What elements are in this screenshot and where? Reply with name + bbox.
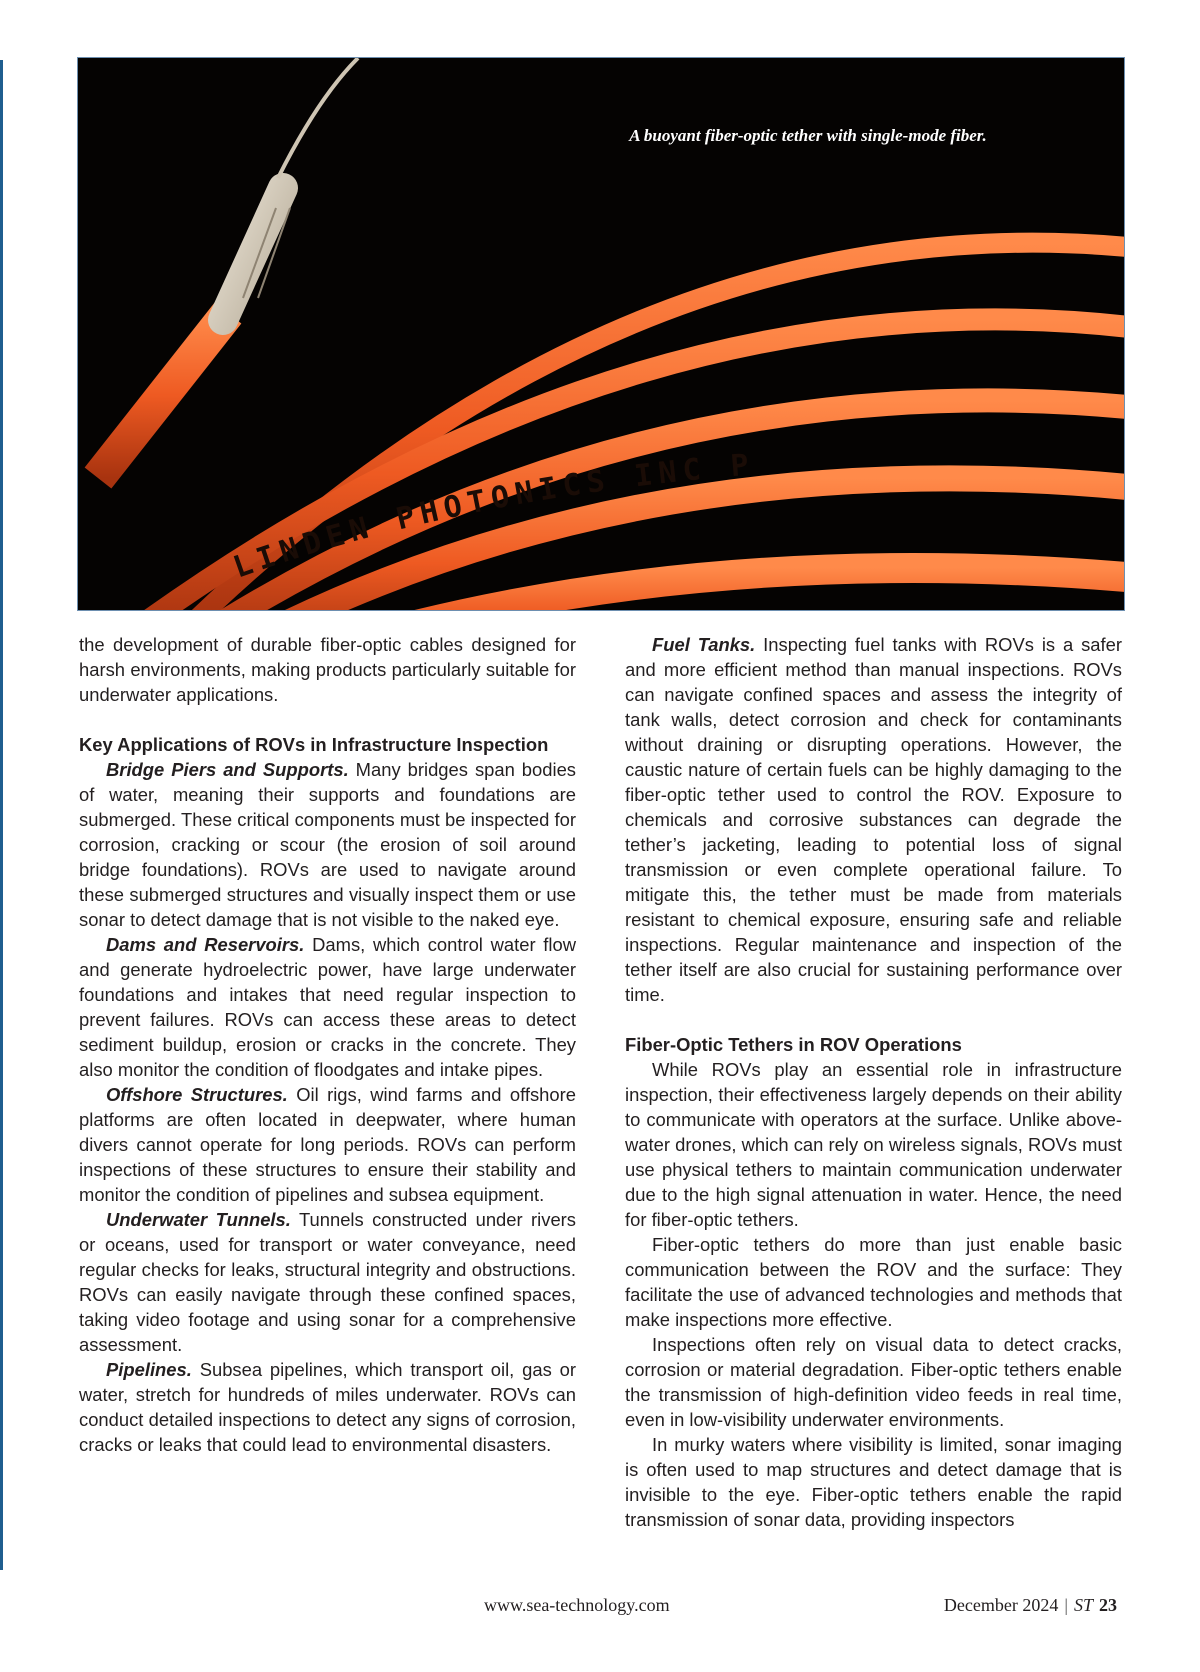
paragraph-bridge-piers bbox=[79, 757, 576, 932]
footer-separator: | bbox=[1064, 1595, 1068, 1615]
paragraph: While ROVs play an essential role in infrastructure inspection, their effectiveness largely depends on their ability to communicate with operators at the surface. Unlike above-water drones, which can rely on wireless signals, ROVs must use physical tethers to maintain communication underwater due to the high signal attenuation in water. Hence, the need for fiber-optic tethers. bbox=[625, 1059, 1122, 1230]
lead-in: Offshore Structures. bbox=[106, 1084, 288, 1105]
paragraph-fuel-tanks bbox=[625, 632, 1122, 1007]
paragraph-pipelines bbox=[79, 1357, 576, 1457]
footer-magazine: ST bbox=[1073, 1595, 1093, 1615]
continuation-paragraph: the development of durable fiber-optic cables designed for harsh environments, making products particularly suitable for underwater applications. bbox=[79, 634, 576, 705]
lead-in: Bridge Piers and Supports. bbox=[106, 759, 349, 780]
paragraph-dams bbox=[79, 932, 576, 1082]
paragraph: Fiber-optic tethers do more than just enable basic communication between the ROV and the surface: They facilitate the use of advanced technologies and methods that make inspections more effective. bbox=[625, 1234, 1122, 1330]
footer-date: December 2024 bbox=[943, 1595, 1059, 1615]
body-text: Many bridges span bodies of water, meaning their supports and foundations are submerged. These critical components must be inspected for corrosion, cracking or scour (the erosion of soil around bridge foundations). ROVs are used to navigate around these submerged structures and visually inspect them or use sonar to detect damage that is not visible to the naked eye. bbox=[79, 759, 576, 930]
section-heading-tethers: Fiber-Optic Tethers in ROV Operations bbox=[625, 1034, 962, 1055]
left-column bbox=[79, 632, 576, 1457]
paragraph-tunnels bbox=[79, 1207, 576, 1357]
paragraph-offshore bbox=[79, 1082, 576, 1207]
body-text: Dams, which control water flow and generate hydroelectric power, have large underwater foundations and intakes that need regular inspection to prevent failures. ROVs can access these areas to detect sediment buildup, erosion or cracks in the concrete. They also monitor the condition of floodgates and intake pipes. bbox=[79, 934, 576, 1080]
section-heading-applications: Key Applications of ROVs in Infrastructure Inspection bbox=[79, 734, 549, 755]
body-text: Subsea pipelines, which transport oil, gas or water, stretch for hundreds of miles underwater. ROVs can conduct detailed inspections to detect any signs of corrosion, cracks or leaks that could lead to environmental disasters. bbox=[79, 1359, 576, 1455]
paragraph: Inspections often rely on visual data to detect cracks, corrosion or material degradation. Fiber-optic tethers enable the transmission of high-definition video feeds in real time, even in low-visibility underwater environments. bbox=[625, 1334, 1122, 1430]
right-column bbox=[625, 632, 1122, 1532]
lead-in: Fuel Tanks. bbox=[652, 634, 756, 655]
footer-folio bbox=[944, 1595, 1117, 1616]
lead-in: Dams and Reservoirs. bbox=[106, 934, 305, 955]
page-number: 23 bbox=[1099, 1595, 1117, 1615]
cable-print: LINDEN PHOTONICS INC P bbox=[228, 447, 757, 586]
paragraph: In murky waters where visibility is limited, sonar imaging is often used to map structures and detect damage that is invisible to the eye. Fiber-optic tethers enable the rapid transmission of sonar data, providing inspectors bbox=[625, 1434, 1122, 1530]
footer-url: www.sea-technology.com bbox=[484, 1595, 670, 1615]
page-edge-bar bbox=[0, 60, 3, 1570]
lead-in: Pipelines. bbox=[106, 1359, 192, 1380]
page-footer bbox=[0, 1595, 1200, 1625]
figure-caption: A buoyant fiber-optic tether with single-mode fiber. bbox=[629, 126, 987, 145]
body-text: Oil rigs, wind farms and offshore platforms are often located in deepwater, where human divers cannot operate for long periods. ROVs can perform inspections of these structures to ensure their stability and monitor the condition of pipelines and subsea equipment. bbox=[79, 1084, 576, 1205]
body-text: Tunnels constructed under rivers or oceans, used for transport or water conveyance, need regular checks for leaks, structural integrity and obstructions. ROVs can easily navigate through these confined spaces, taking video footage and using sonar for a comprehensive assessment. bbox=[79, 1209, 576, 1355]
lead-in: Underwater Tunnels. bbox=[106, 1209, 291, 1230]
tether-photo bbox=[77, 57, 1125, 611]
body-text: Inspecting fuel tanks with ROVs is a safer and more efficient method than manual inspections. ROVs can navigate confined spaces and assess the integrity of tank walls, detect corrosion and check for contaminants without draining or disrupting operations. However, the caustic nature of certain fuels can be highly damaging to the fiber-optic tether used to control the ROV. Exposure to chemicals and corrosive substances can degrade the tether’s jacketing, leading to potential loss of signal transmission or even complete operational failure. To mitigate this, the tether must be made from materials resistant to chemical exposure, ensuring safe and reliable inspections. Regular maintenance and inspection of the tether itself are also crucial for sustaining performance over time. bbox=[625, 634, 1122, 1005]
